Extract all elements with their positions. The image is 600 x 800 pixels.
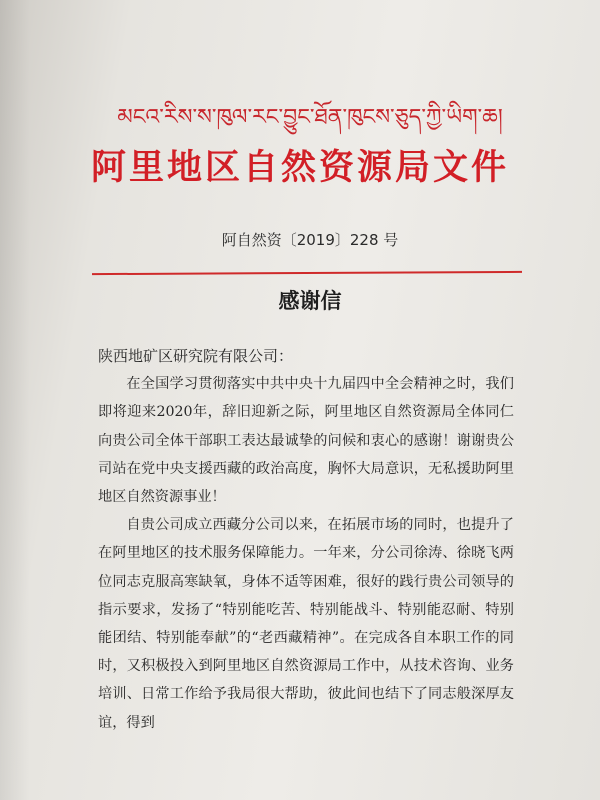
organization-title: 阿里地区自然资源局文件 — [90, 147, 509, 188]
red-divider-line — [92, 271, 522, 275]
paragraph-1: 在全国学习贯彻落实中共中央十九届四中全会精神之时，我们即将迎来2020年，辞旧迎新之际，阿里地区自然资源局全体同仁向贵公司全体干部职工表达最诚挚的问候和衷心的感谢！谢谢贵公司站在党中央支援西藏的政治高度，胸怀大局意识，无私援助阿里地区自然资源事业！ — [98, 376, 514, 506]
letter-title: 感谢信 — [278, 288, 342, 313]
salutation: 陕西地矿区研究院有限公司： — [98, 347, 294, 365]
letter-body — [98, 342, 514, 737]
tibetan-header: མངའ་རིས་ས་ཁུལ་རང་བྱུང་ཐོན་ཁུངས་ཅུད་ཀྱི་ཡིག་ཆ། — [117, 105, 503, 130]
page-shadow — [0, 0, 30, 800]
document-number: 阿自然资〔2019〕228 号 — [221, 231, 399, 249]
paragraph-2: 自贵公司成立西藏分公司以来，在拓展市场的同时，也提升了在阿里地区的技术服务保障能力。一年来，分公司徐涛、徐晓飞两位同志克服高寒缺氧，身体不适等困难，很好的践行贵公司领导的指示要求，发扬了“特别能吃苦、特别能战斗、特别能忍耐、特别能团结、特别能奉献”的“老西藏精神”。在完成各自本职工作的同时，又积极投入到阿里地区自然资源局工作中，从技术咨询、业务培训、日常工作给予我局很大帮助，彼此间也结下了同志般深厚友谊，得到 — [98, 517, 514, 731]
